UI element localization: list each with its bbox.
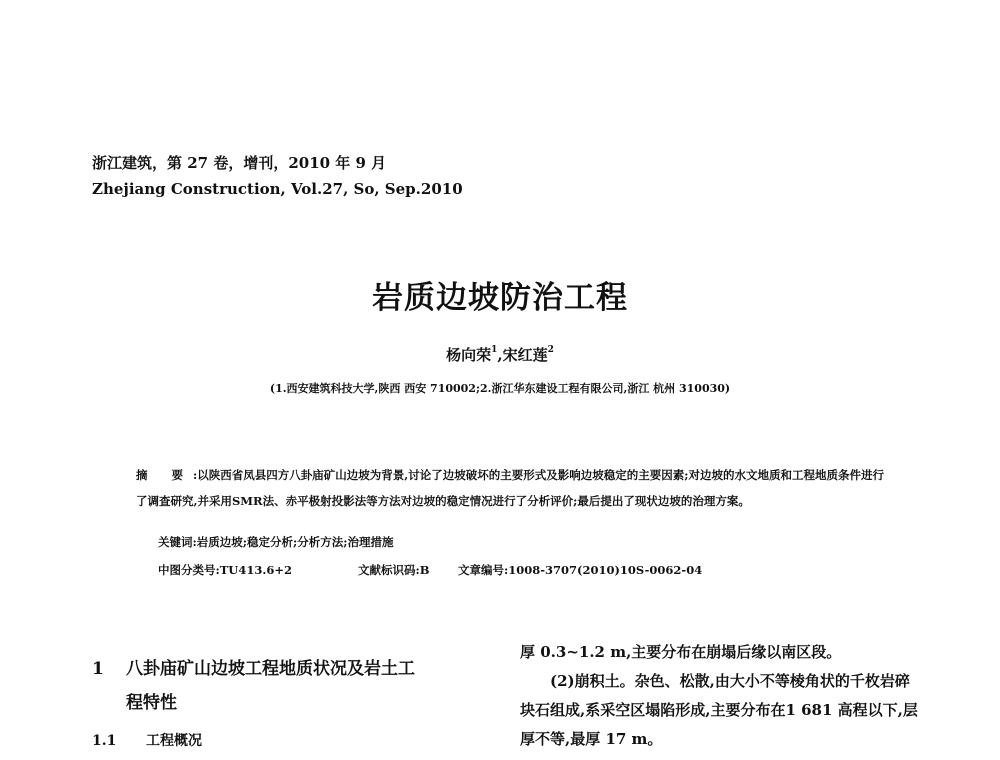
abstract-label: 摘 要	[136, 468, 194, 482]
keywords: 关键词:岩质边坡;稳定分析;分析方法;治理措施	[158, 535, 394, 549]
section-title-line2: 程特性	[126, 693, 177, 713]
subsection-title: 工程概况	[146, 733, 202, 749]
journal-citation-cn: 浙江建筑，第 27 卷，增刊，2010 年 9 月	[92, 154, 387, 172]
abstract-text: :以陕西省凤县四方八卦庙矿山边坡为背景,讨论了边坡破坏的主要形式及影响边坡稳定的主要因素;对边坡的水文地质和工程地质条件进行了调查研究,并采用SMR法、赤平极射投影法等方法对边坡的稳定情况进行了分析评价;最后提出了现状边坡的治理方案。	[136, 468, 885, 508]
subsection-number: 1.1	[92, 733, 117, 749]
author-affil-sup: 2	[547, 345, 554, 355]
body-paragraph: (2)崩积土。杂色、松散,由大小不等棱角状的千枚岩碎块石组成,系采空区塌陷形成,主要分布在1 681 高程以下,层厚不等,最厚 17 m。	[520, 672, 918, 748]
author-separator: ,	[497, 346, 503, 364]
journal-citation-en: Zhejiang Construction, Vol.27, So, Sep.2010	[92, 180, 463, 198]
paper-title: 岩质边坡防治工程	[372, 280, 628, 316]
body-line: 厚 0.3~1.2 m,主要分布在崩塌后缘以南区段。	[520, 643, 842, 661]
document-code: 文献标识码:B	[358, 563, 430, 577]
affiliation: (1.西安建筑科技大学,陕西 西安 710002;2.浙江华东建设工程有限公司,浙江 杭州 310030)	[269, 382, 731, 395]
right-column-text	[520, 638, 920, 754]
author-line	[0, 344, 1000, 365]
subsection-heading	[92, 730, 202, 750]
author-affil-sup: 1	[491, 345, 498, 355]
section-heading	[92, 652, 415, 720]
section-number: 1	[92, 659, 104, 679]
article-number: 文章编号:1008-3707(2010)10S-0062-04	[458, 563, 703, 577]
clc-number: 中图分类号:TU413.6+2	[158, 563, 292, 577]
section-title-line1: 八卦庙矿山边坡工程地质状况及岩土工	[126, 659, 415, 679]
abstract	[136, 462, 888, 514]
author-name: 宋红莲	[502, 346, 548, 364]
author-name: 杨向荣	[446, 346, 492, 364]
